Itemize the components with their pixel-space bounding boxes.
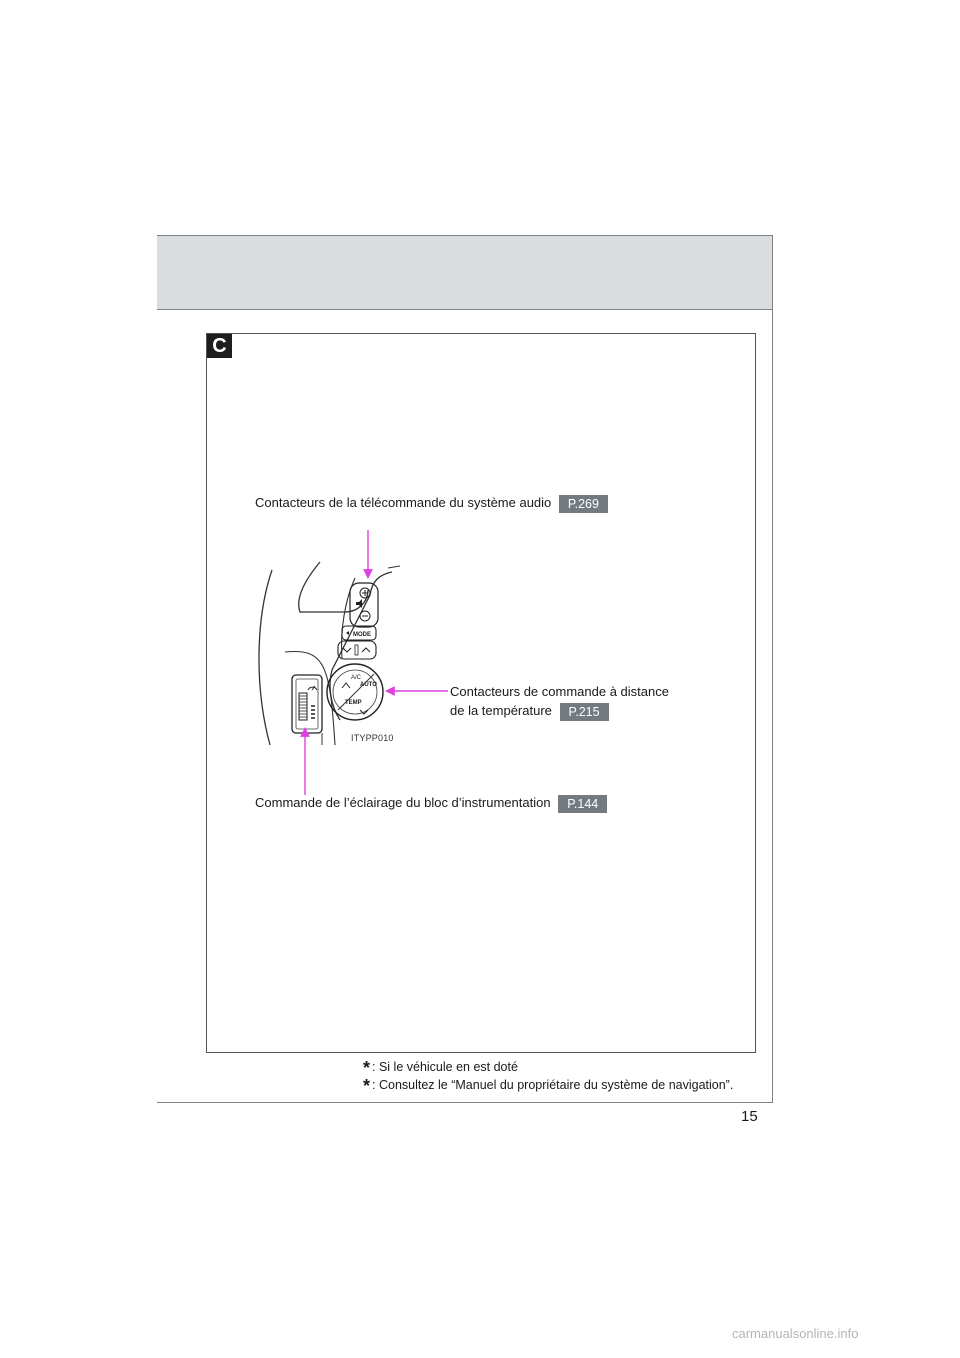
speaker-icon — [356, 599, 362, 608]
footnote-navigation-manual — [363, 1076, 733, 1097]
header-band — [157, 235, 773, 310]
footnote-marker: * — [363, 1058, 371, 1078]
light-dimmer-wheel — [299, 693, 307, 720]
temp-up-icon — [342, 683, 350, 688]
illustration-code: ITYPP010 — [351, 733, 394, 743]
page-ref-temperature[interactable]: P.215 — [560, 703, 609, 721]
page-number: 15 — [741, 1108, 758, 1125]
page-ref-audio[interactable]: P.269 — [559, 495, 608, 513]
temp-label: TEMP — [345, 700, 362, 706]
bottom-rule — [157, 1102, 773, 1103]
wheel-rim-outer — [259, 570, 272, 745]
watermark[interactable]: carmanualsonline.info — [732, 1326, 859, 1341]
mode-button-label: MODE — [353, 632, 371, 638]
temperature-dial-outer — [327, 664, 383, 720]
seek-down-icon — [343, 648, 351, 652]
footnote-text: : Si le véhicule en est doté — [372, 1060, 518, 1074]
callout-instrument-text: Commande de l’éclairage du bloc d’instrumentation — [255, 795, 551, 810]
dimmer-level-icon — [311, 706, 315, 718]
callout-audio-switches — [255, 494, 608, 513]
auto-button-label: AUTO — [360, 682, 377, 688]
footnote-marker: * — [363, 1076, 371, 1096]
seek-up-icon — [362, 648, 370, 652]
callout-temperature-text: de la température — [450, 703, 552, 718]
seek-switch — [338, 641, 376, 659]
callout-audio-text: Contacteurs de la télécommande du système audio — [255, 495, 552, 510]
footnote-text: : Consultez le “Manuel du propriétaire du système de navigation”. — [372, 1078, 734, 1092]
page-ref-instrument[interactable]: P.144 — [558, 795, 607, 813]
ac-button-label: A/C — [351, 675, 362, 681]
callout-temperature-line1: Contacteurs de commande à distance — [450, 684, 669, 699]
right-margin-rule — [772, 235, 773, 1103]
steering-wheel-switches-illustration — [250, 520, 700, 820]
section-letter-tab: C — [207, 334, 232, 358]
